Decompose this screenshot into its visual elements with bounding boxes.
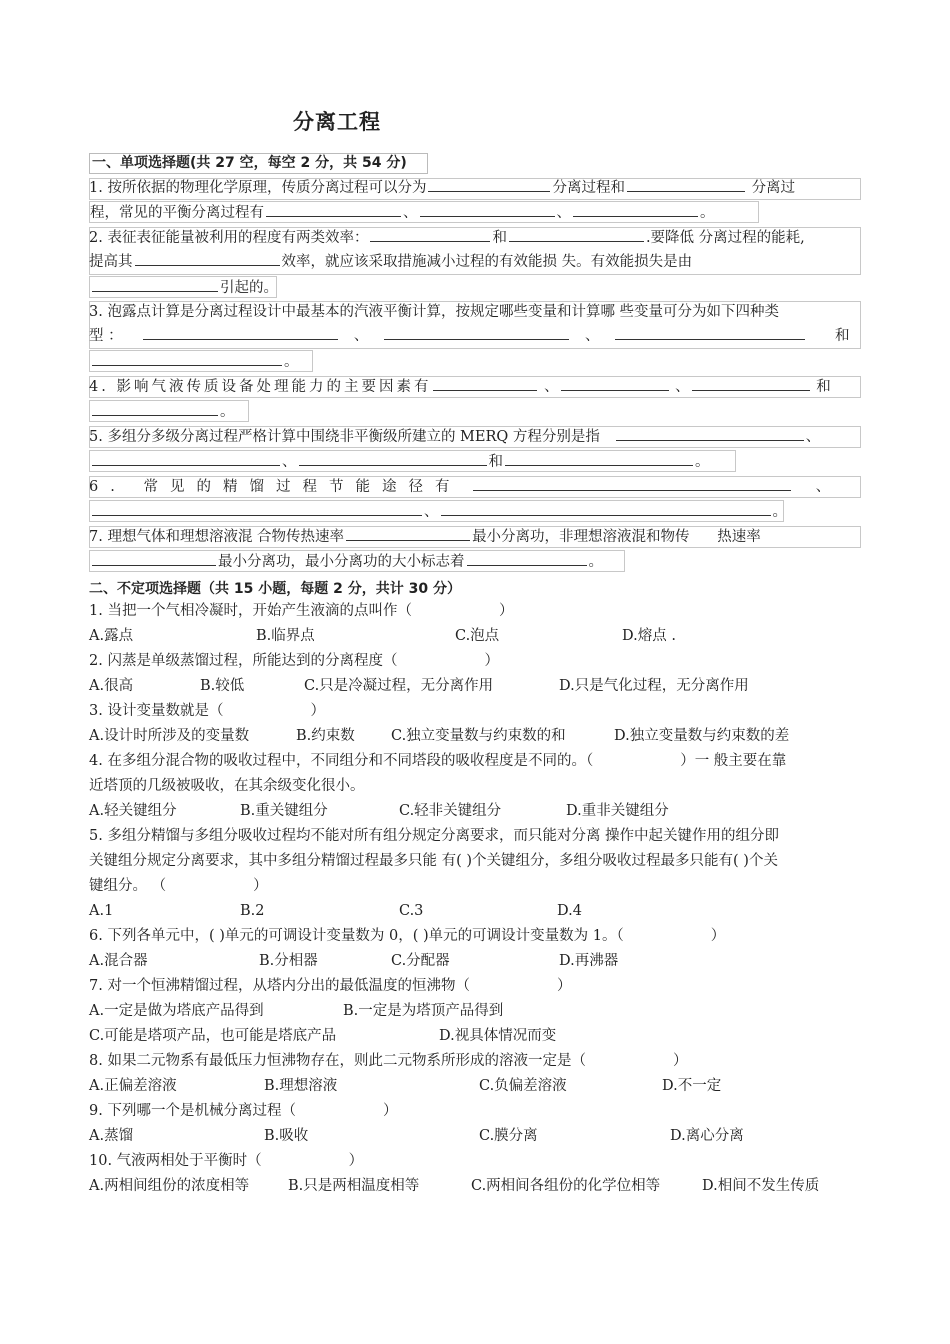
s1-q4-line2: 。 — [89, 400, 249, 422]
blank — [505, 451, 693, 466]
blank — [92, 501, 422, 516]
option-c: C.负偏差溶液 — [479, 1078, 567, 1094]
option-c: C.轻非关键组分 — [399, 803, 502, 819]
s2-question-text: 2. 闪蒸是单级蒸馏过程，所能达到的分离程度（ ） — [89, 653, 499, 669]
option-b: B.一定是为塔顶产品得到 — [343, 1003, 504, 1019]
option-b: B.理想溶液 — [264, 1078, 338, 1094]
s2-question-text: 8. 如果二元物系有最低压力恒沸物存在，则此二元物系所形成的溶液一定是（ ） — [89, 1053, 688, 1069]
blank — [346, 526, 470, 541]
blank — [266, 202, 401, 217]
option-b: B.只是两相温度相等 — [288, 1178, 420, 1194]
section1-heading: 一、单项选择题(共 27 空，每空 2 分，共 54 分) — [89, 153, 428, 174]
s1-q5-line1: 5. 多组分多级分离过程严格计算中围绕非平衡级所建立的 MERQ 方程分别是指 、 — [89, 426, 820, 448]
section2-heading: 二、不定项选择题（共 15 小题，每题 2 分，共计 30 分） — [89, 581, 461, 597]
blank — [135, 251, 280, 266]
option-d: D.独立变量数与约束数的差 — [614, 728, 790, 744]
option-d: D.视具体情况而变 — [439, 1028, 557, 1044]
option-a: A.很高 — [89, 678, 134, 694]
blank — [433, 376, 537, 391]
blank — [467, 551, 587, 566]
option-a: A.露点 — [89, 628, 134, 644]
s2-question-text: 1. 当把一个气相冷凝时，开始产生液滴的点叫作（ ） — [89, 603, 514, 619]
blank — [627, 177, 745, 192]
option-b: B.重关键组分 — [240, 803, 328, 819]
s2-question-text-cont: 键组分。 （ ） — [89, 878, 268, 894]
option-d: D.离心分离 — [670, 1128, 744, 1144]
option-a: A.轻关键组分 — [89, 803, 177, 819]
blank — [561, 376, 669, 391]
s2-question-text: 9. 下列哪一个是机械分离过程（ ） — [89, 1103, 398, 1119]
option-b: B.吸收 — [264, 1128, 309, 1144]
blank — [615, 325, 805, 340]
option-a: A.两相间组份的浓度相等 — [89, 1178, 250, 1194]
option-c: C.可能是塔项产品，也可能是塔底产品 — [89, 1028, 337, 1044]
s1-q1-line2: 程，常见的平衡分离过程有 、 、 。 — [89, 201, 759, 223]
option-a: A.混合器 — [89, 953, 148, 969]
blank — [616, 426, 804, 441]
blank — [441, 501, 771, 516]
option-d: D.4 — [557, 903, 582, 919]
option-c: C.独立变量数与约束数的和 — [391, 728, 566, 744]
option-d: D.再沸器 — [559, 953, 619, 969]
option-a: A.蒸馏 — [89, 1128, 134, 1144]
s1-q2-line1: 2. 表征表征能量被利用的程度有两类效率： 和 .要降低 分离过程的能耗, — [89, 227, 805, 249]
option-d: D.相间不发生传质 — [702, 1178, 820, 1194]
blank — [92, 351, 282, 366]
blank — [384, 325, 569, 340]
option-c: C.只是冷凝过程，无分离作用 — [304, 678, 494, 694]
s1-q3-line2: 型 ： 、 、 和 — [89, 325, 850, 347]
s1-q2-line2: 提高其 效率，就应该采取措施减小过程的有效能损 失。有效能损失是由 — [89, 251, 692, 273]
s2-question-text: 7. 对一个恒沸精馏过程，从塔内分出的最低温度的恒沸物（ ） — [89, 978, 572, 994]
option-d: D.不一定 — [662, 1078, 722, 1094]
blank — [573, 202, 698, 217]
option-b: B.2 — [240, 903, 265, 919]
s1-q1-line1: 1. 按所依据的物理化学原理，传质分离过程可以分为 分离过程和 分离过 — [89, 177, 795, 199]
blank — [143, 325, 338, 340]
blank — [92, 551, 216, 566]
s1-q2-line3: 引起的。 — [89, 276, 277, 298]
option-a: A.一定是做为塔底产品得到 — [89, 1003, 264, 1019]
blank — [428, 177, 550, 192]
s2-question-text: 10. 气液两相处于平衡时（ ） — [89, 1153, 364, 1169]
option-b: B.较低 — [200, 678, 245, 694]
option-c: C.两相间各组份的化学位相等 — [471, 1178, 661, 1194]
blank — [92, 451, 280, 466]
option-b: B.临界点 — [256, 628, 315, 644]
option-b: B.分相器 — [259, 953, 318, 969]
s2-question-text: 4. 在多组分混合物的吸收过程中，不同组分和不同塔段的吸收程度是不同的。（ ）一 般主要在靠 — [89, 753, 787, 769]
s1-q3-line1: 3. 泡露点计算是分离过程设计中最基本的汽液平衡计算，按规定哪些变量和计算哪 些变量可分为如下四种类 — [89, 304, 780, 320]
s1-q4-line1: 4. 影响气液传质设备处理能力的主要因素有 、 、 和 — [89, 376, 831, 398]
blank — [692, 376, 810, 391]
option-c: C.膜分离 — [479, 1128, 538, 1144]
option-c: C.分配器 — [391, 953, 450, 969]
option-d: D.重非关键组分 — [566, 803, 669, 819]
blank — [420, 202, 555, 217]
option-b: B.约束数 — [296, 728, 355, 744]
page-title: 分离工程 — [293, 110, 381, 134]
blank — [92, 277, 218, 292]
option-c: C.泡点 — [455, 628, 500, 644]
s1-q6-line2: 、 。 — [89, 500, 784, 522]
s2-question-text: 6. 下列各单元中，( )单元的可调设计变量数为 0，( )单元的可调设计变量数为 1。（ ） — [89, 928, 726, 944]
blank — [299, 451, 487, 466]
s1-q7-line1: 7. 理想气体和理想溶液混 合物传热速率 最小分离功，非理想溶液混和物传 热速率 — [89, 526, 761, 548]
s2-question-text-cont: 近塔顶的几级被吸收，在其余级变化很小。 — [89, 778, 365, 794]
blank — [473, 476, 791, 491]
blank — [92, 401, 218, 416]
option-a: A.正偏差溶液 — [89, 1078, 177, 1094]
option-a: A.设计时所涉及的变量数 — [89, 728, 250, 744]
s1-q7-line2: 最小分离功，最小分离功的大小标志着 。 — [89, 550, 625, 572]
blank — [509, 227, 644, 242]
s2-question-text: 5. 多组分精馏与多组分吸收过程均不能对所有组分规定分离要求，而只能对分离 操作中起关键作用的组分即 — [89, 828, 780, 844]
option-c: C.3 — [399, 903, 424, 919]
blank — [370, 227, 490, 242]
s2-question-text-cont: 关键组分规定分离要求，其中多组分精馏过程最多只能 有( )个关键组分，多组分吸收过程最多只能有( )个关 — [89, 853, 778, 869]
option-d: D.熔点 . — [622, 628, 676, 644]
s1-q3-line3: 。 — [89, 350, 313, 372]
option-d: D.只是气化过程，无分离作用 — [559, 678, 749, 694]
option-a: A.1 — [89, 903, 114, 919]
s1-q5-line2: 、 和 。 — [89, 450, 736, 472]
s2-question-text: 3. 设计变量数就是（ ） — [89, 703, 325, 719]
s1-q6-line1: 6. 常见的精馏过程节能途径有 、 — [89, 476, 830, 498]
